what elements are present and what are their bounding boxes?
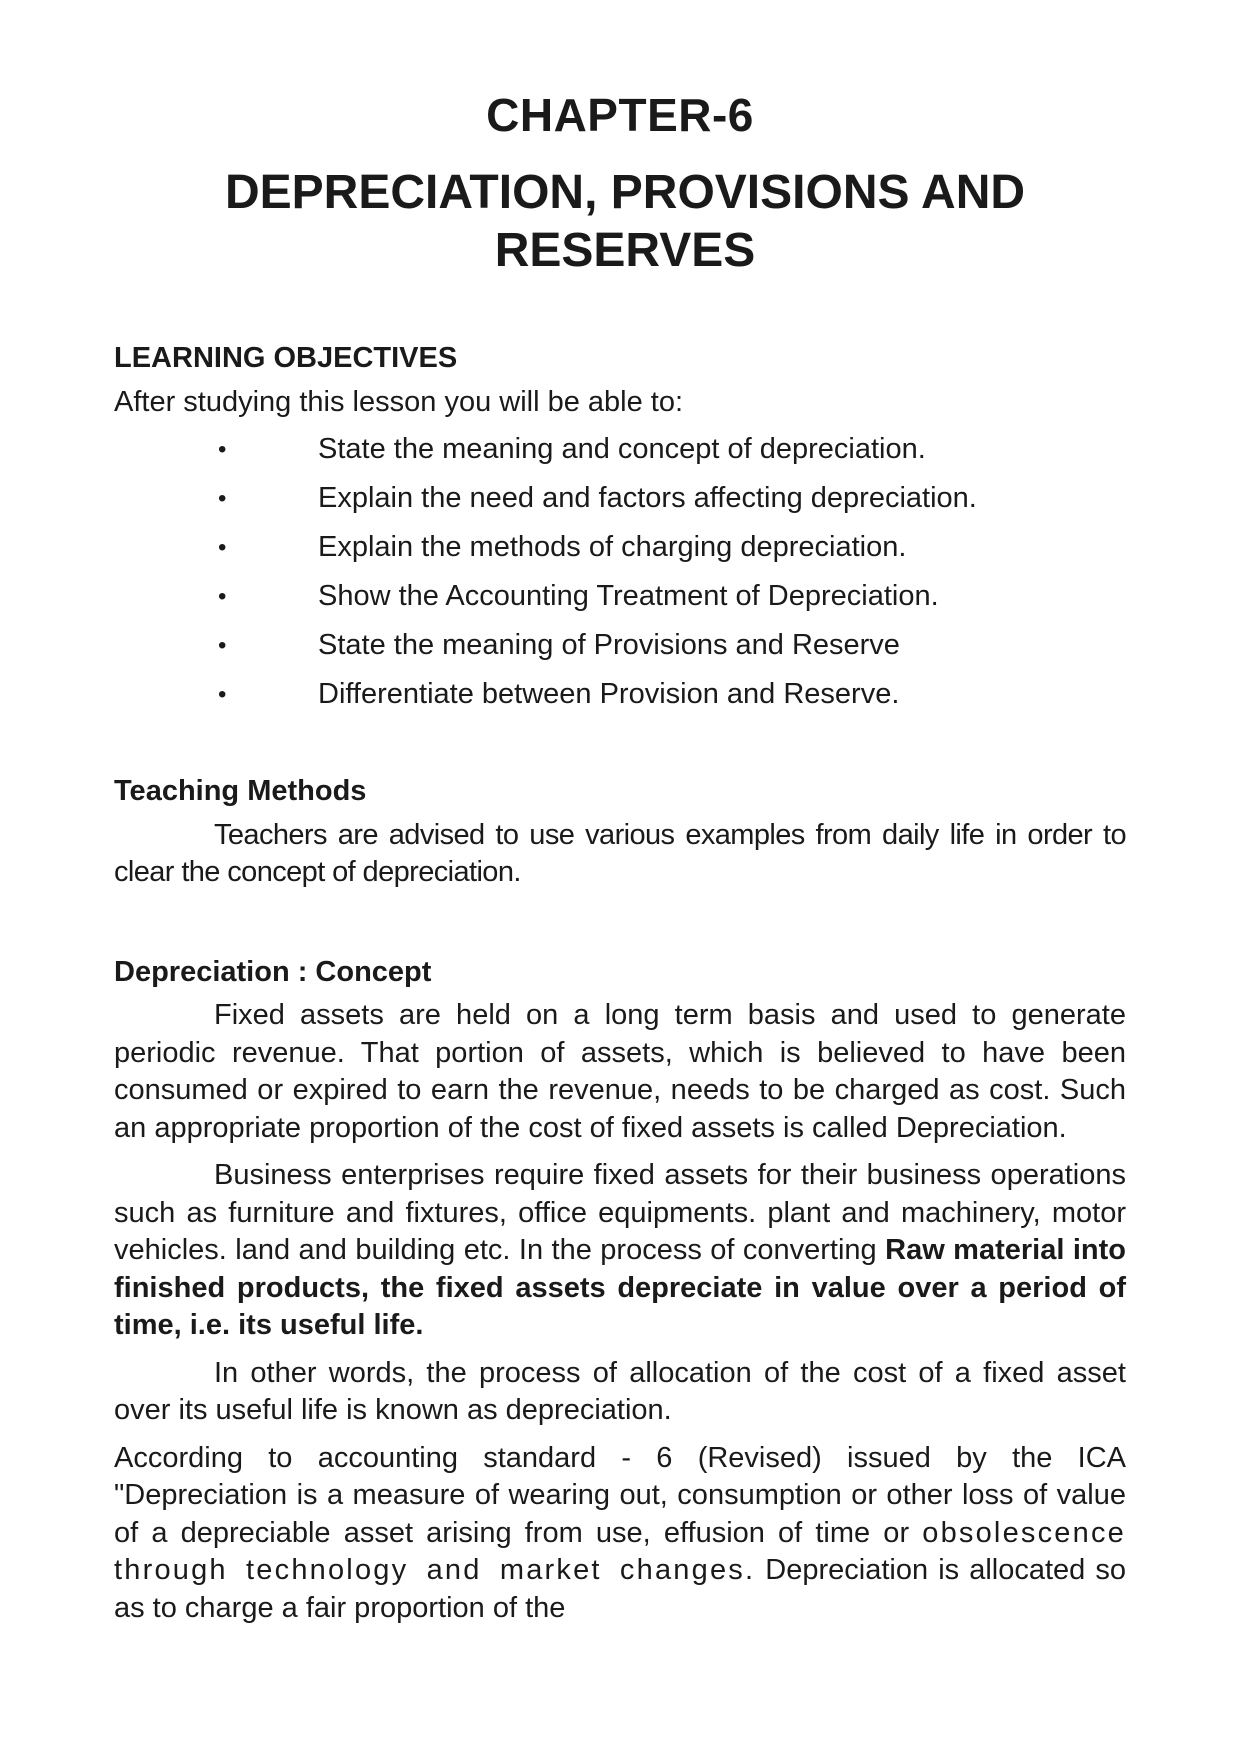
objectives-list [114, 425, 1126, 719]
objective-text: Explain the need and factors affecting depreciation. [318, 482, 977, 514]
depreciation-concept-section [114, 954, 1126, 1628]
concept-paragraph-4 [114, 1440, 1126, 1628]
chapter-number: CHAPTER-6 [486, 89, 754, 141]
bullet-icon: • [218, 485, 227, 512]
bullet-icon: • [218, 681, 227, 708]
list-item [114, 523, 1126, 572]
list-item [114, 621, 1126, 670]
concept-paragraph-1: Fixed assets are held on a long term basis and used to generate periodic revenue. That portion of assets, which is believed to have been consumed or expired to earn the revenue, needs to be charged as cost. Such an appropriate proportion of the cost of fixed assets is called Depreciation. [114, 999, 1126, 1144]
teaching-methods-heading: Teaching Methods [114, 775, 367, 807]
objective-text: Explain the methods of charging depreciation. [318, 531, 907, 563]
depreciation-concept-heading: Depreciation : Concept [114, 955, 432, 988]
learning-objectives-section [114, 340, 1126, 719]
teaching-methods-text: Teachers are advised to use various examples from daily life in order to clear the concept of depreciation. [114, 818, 1126, 888]
bullet-icon: • [218, 632, 227, 659]
objective-text: Show the Accounting Treatment of Depreciation. [318, 580, 939, 612]
chapter-title: DEPRECIATION, PROVISIONS AND RESERVES [224, 166, 1026, 277]
bullet-icon: • [218, 583, 227, 610]
list-item [114, 572, 1126, 621]
teaching-methods-section [114, 773, 1126, 892]
page-content [114, 340, 1126, 1627]
objective-text: State the meaning and concept of depreciation. [318, 433, 926, 465]
learning-objectives-heading: LEARNING OBJECTIVES [114, 342, 458, 374]
paragraph-4-spaced-text: obsolescence through technology and market changes. [114, 1516, 1126, 1586]
list-item [114, 425, 1126, 474]
bullet-icon: • [218, 436, 227, 463]
paragraph-2-text: Business enterprises require fixed assets for their business operations such as furniture and fixtures, office equipments. plant and machinery, motor vehicles. land and building etc. In the process of converting [114, 1159, 1126, 1266]
bullet-icon: • [218, 534, 227, 561]
objective-text: State the meaning of Provisions and Reserve [318, 629, 900, 661]
paragraph-2-bold-text: Raw material into finished products, the fixed assets depreciate in value over a period of time, i.e. its useful life. [114, 1234, 1126, 1341]
paragraph-4-text: According to accounting standard - 6 (Revised) issued by the ICA "Depreciation is a measure of wearing out, consumption or other loss of value of a depreciable asset arising from use, effusion of time or [114, 1441, 1126, 1549]
concept-paragraph-3: In other words, the process of allocation of the cost of a fixed asset over its useful life is known as depreciation. [114, 1356, 1126, 1426]
objective-text: Differentiate between Provision and Reserve. [318, 678, 900, 710]
paragraph-4-end-text: Depreciation is allocated so as to charge a fair proportion of the [114, 1554, 1126, 1624]
list-item [114, 474, 1126, 523]
learning-objectives-intro: After studying this lesson you will be able to: [114, 385, 684, 418]
concept-paragraph-2 [114, 1157, 1126, 1345]
list-item [114, 670, 1126, 719]
